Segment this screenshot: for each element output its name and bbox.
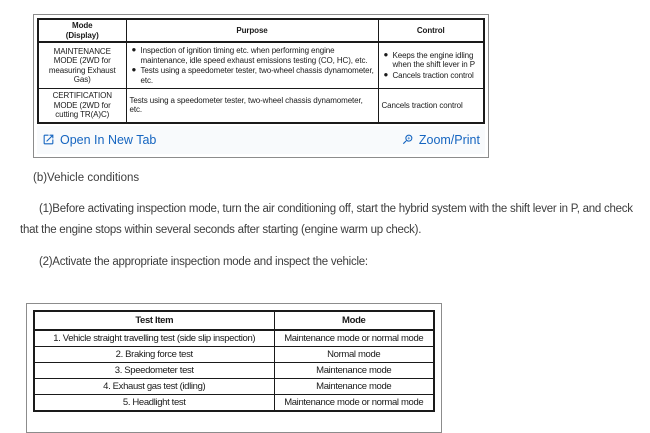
cell-test-item: 5. Headlight test	[34, 395, 274, 412]
list-item	[382, 71, 481, 81]
cell-test-item: 2. Braking force test	[34, 347, 274, 363]
table-row	[34, 330, 434, 347]
bullet-icon: ●	[383, 49, 389, 59]
test-table-panel	[26, 303, 442, 433]
zoom-print-label: Zoom/Print	[418, 132, 480, 147]
bullet-icon: ●	[131, 65, 137, 74]
cell-certification-purpose: Tests using a speedometer tester, two-wheel chassis dynamometer, etc.	[126, 89, 378, 123]
step-paragraph-1: (1)Before activating inspection mode, turn the air conditioning off, start the hybrid system with the shift lever in P, and check that the engine stops within several seconds after starting (engine warm up check).	[20, 203, 633, 236]
table-row	[34, 395, 434, 412]
purpose-item-text: Inspection of ignition timing etc. when performing engine maintenance, idle speed exhaust emissions testing (CO, HC), etc.	[140, 46, 368, 65]
list-item	[130, 46, 375, 65]
list-item	[382, 51, 481, 70]
open-in-new-icon	[42, 133, 55, 146]
cell-test-mode: Maintenance mode or normal mode	[274, 330, 434, 347]
cell-test-item: 4. Exhaust gas test (idling)	[34, 379, 274, 395]
open-in-new-tab-label: Open In New Tab	[60, 132, 157, 147]
cell-maintenance-purpose	[126, 42, 378, 89]
bullet-icon: ●	[383, 69, 389, 79]
cell-certification-mode: CERTIFICATION MODE (2WD for cutting TR(A)C)	[38, 89, 126, 123]
header-mode-display	[38, 19, 126, 42]
cell-maintenance-mode: MAINTENANCE MODE (2WD for measuring Exhaust Gas)	[38, 42, 126, 89]
open-in-new-tab-link[interactable]	[42, 133, 156, 147]
cell-test-item: 3. Speedometer test	[34, 363, 274, 379]
cell-test-item: 1. Vehicle straight travelling test (side slip inspection)	[34, 330, 274, 347]
control-item-text: Cancels traction control	[392, 70, 474, 80]
cell-test-mode: Maintenance mode	[274, 379, 434, 395]
header-control: Control	[378, 19, 484, 42]
test-table	[33, 310, 435, 412]
section-heading-b: (b)Vehicle conditions	[33, 172, 140, 184]
zoom-magnifier-icon	[401, 133, 414, 146]
header-mode-line1: Mode	[72, 21, 93, 30]
list-item	[130, 66, 375, 85]
table-row	[34, 379, 434, 395]
table-row-maintenance-mode	[38, 42, 484, 89]
cell-certification-control: Cancels traction control	[378, 89, 484, 123]
bullet-icon: ●	[131, 45, 137, 54]
cell-test-mode: Normal mode	[274, 347, 434, 363]
mode-table-panel	[33, 14, 489, 158]
purpose-bullet-list	[130, 46, 375, 85]
test-table-header-row	[34, 311, 434, 330]
cell-maintenance-control	[378, 42, 484, 89]
table-row	[34, 347, 434, 363]
control-item-text: Keeps the engine idling when the shift lever in P	[392, 50, 475, 70]
header-test-mode: Mode	[274, 311, 434, 330]
mode-table-header-row	[38, 19, 484, 42]
panel-link-bar	[37, 126, 485, 154]
header-purpose: Purpose	[126, 19, 378, 42]
mode-table	[37, 18, 485, 124]
table-row-certification-mode	[38, 89, 484, 123]
header-test-item: Test Item	[34, 311, 274, 330]
step-paragraph-2: (2)Activate the appropriate inspection mode and inspect the vehicle:	[39, 256, 368, 268]
table-row	[34, 363, 434, 379]
zoom-print-link[interactable]	[401, 133, 480, 147]
purpose-item-text: Tests using a speedometer tester, two-wheel chassis dynamometer, etc.	[140, 66, 374, 85]
control-bullet-list	[382, 51, 481, 81]
cell-test-mode: Maintenance mode	[274, 363, 434, 379]
header-mode-line2: (Display)	[65, 30, 99, 40]
cell-test-mode: Maintenance mode or normal mode	[274, 395, 434, 412]
